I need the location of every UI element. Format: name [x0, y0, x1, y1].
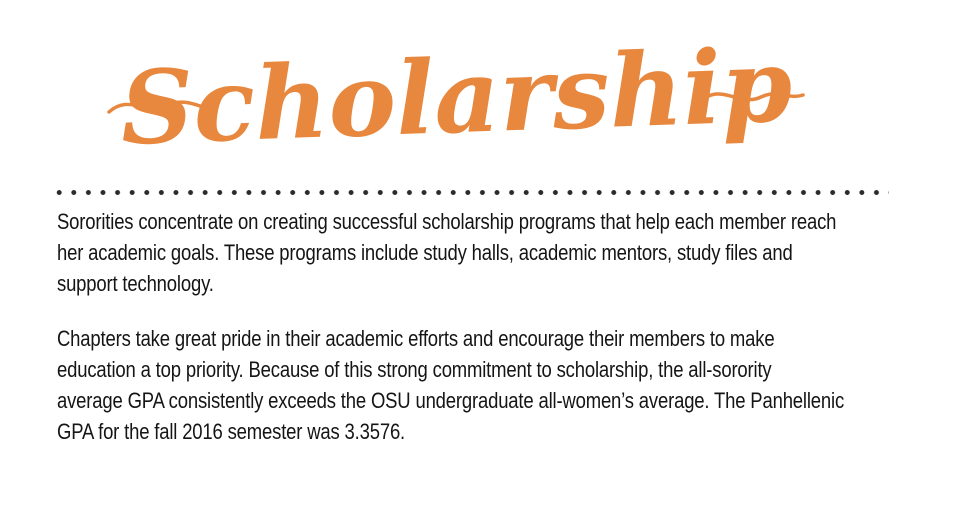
text-line: Sororities concentrate on creating successful scholarship programs that help each member reach [57, 209, 837, 234]
dotted-divider [56, 189, 889, 196]
text-line: average GPA consistently exceeds the OSU undergraduate all-women’s average. The Panhellenic [57, 388, 845, 413]
text-line: Chapters take great pride in their academic efforts and encourage their members to make [57, 326, 775, 351]
paragraph-2 [57, 323, 980, 447]
text-line: her academic goals. These programs include study halls, academic mentors, study files and [57, 240, 793, 265]
text-line: support technology. [57, 271, 214, 296]
paragraph-1 [57, 206, 980, 299]
page-title: Scholarship [118, 25, 794, 168]
title-script-graphic [95, 18, 815, 183]
title-block [95, 18, 815, 183]
text-line: GPA for the fall 2016 semester was 3.3576. [57, 419, 406, 444]
text-line: education a top priority. Because of this strong commitment to scholarship, the all-sorority [57, 357, 772, 382]
body-text [57, 206, 980, 471]
